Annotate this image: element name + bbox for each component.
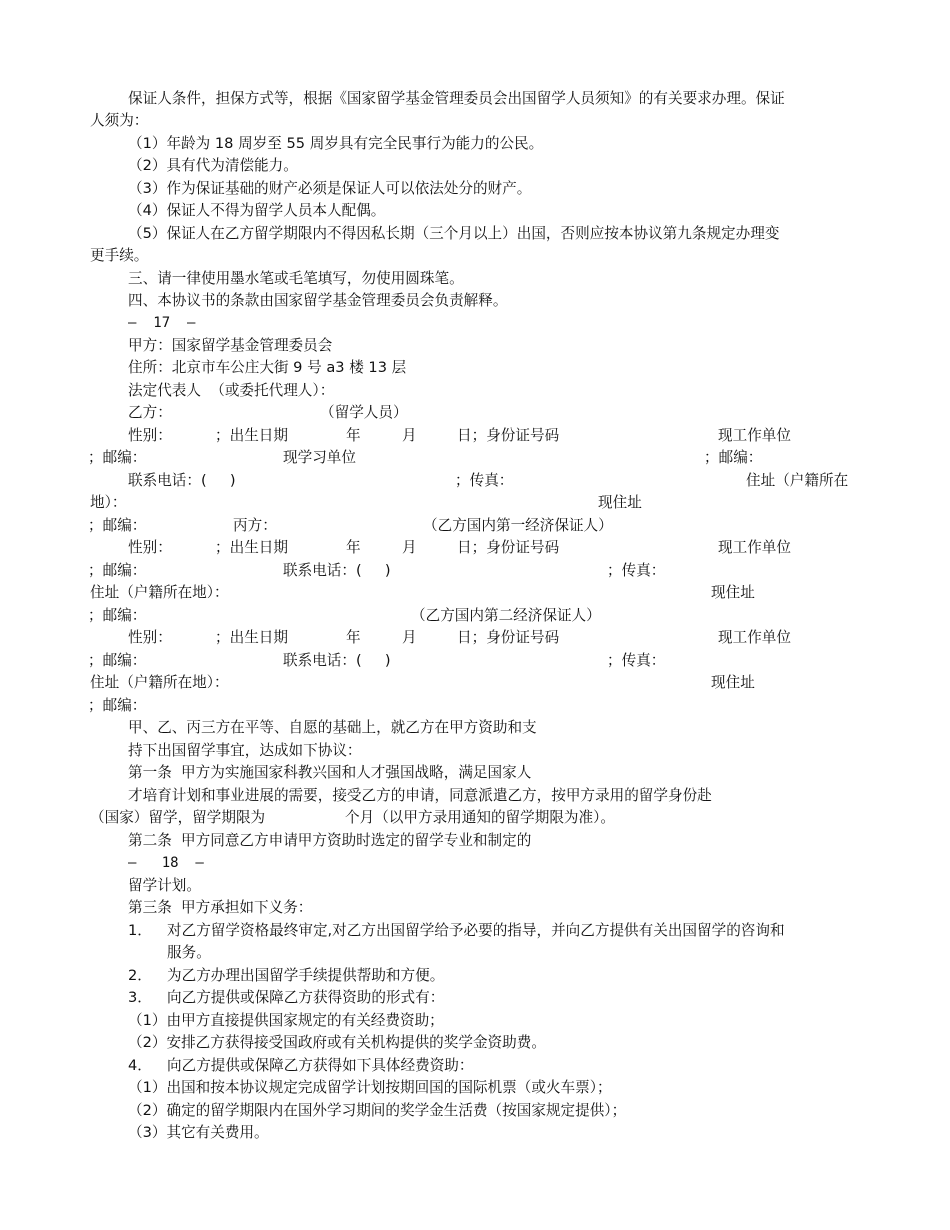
c2-work-unit-label: 现工作单位 [718,629,791,646]
condition-5-line2: 更手续。 [90,247,149,264]
intro-paragraph-line2: 人须为： [90,112,149,129]
b-postcode-label-2: ；邮编： [704,449,763,466]
party-a-name: 甲方：国家留学基金管理委员会 [128,337,333,354]
c1-phone-label: 联系电话：( ) [283,562,391,579]
article-1-line3a: （国家）留学，留学期限为 [90,809,266,826]
c2-postcode-label: ；邮编： [88,652,147,669]
preamble-line2: 持下出国留学事宜，达成如下协议： [128,742,362,759]
c1-day-id-label: 日；身份证号码 [457,539,560,556]
condition-5-line1: （5）保证人在乙方留学期限内不得因私长期（三个月以上）出国，否则应按本协议第九条规定办理变 [128,225,780,242]
b-work-unit-label: 现工作单位 [718,427,791,444]
party-a-address: 住所：北京市车公庄大街 9 号 a3 楼 13 层 [128,359,407,376]
b-year-label: 年 [346,427,361,444]
note-3: 三、请一律使用墨水笔或毛笔填写，勿使用圆珠笔。 [128,270,464,287]
article-1-line1: 第一条 甲方为实施国家科教兴国和人才强国战略，满足国家人 [128,764,532,781]
b-postcode-label-1: ；邮编： [88,449,147,466]
article-2-line1: 第二条 甲方同意乙方申请甲方资助时选定的留学专业和制定的 [128,832,532,849]
c1-dob-label: ；出生日期 [215,539,288,556]
item-4-number: 4． [128,1057,152,1074]
c2-hukou-label: 住址（户籍所在地）： [90,674,229,691]
c2-gender-label: 性别： [128,629,172,646]
condition-2: （2）具有代为清偿能力。 [128,157,298,174]
note-4: 四、本协议书的条款由国家留学基金管理委员会负责解释。 [128,292,508,309]
item-4-text: 向乙方提供或保障乙方获得如下具体经费资助： [167,1057,474,1074]
article-1-line3b: 个月（以甲方录用通知的留学期限为准）。 [345,809,615,826]
condition-1: （1）年龄为 18 周岁至 55 周岁具有完全民事行为能力的公民。 [128,135,544,152]
party-c-label: 丙方： [233,517,277,534]
c2-fax-label: ；传真： [607,652,666,669]
c1-year-label: 年 [346,539,361,556]
c1-gender-label: 性别： [128,539,172,556]
item-4-sub-2: （2）确定的留学期限内在国外学习期间的奖学金生活费（按国家规定提供）； [128,1102,627,1119]
item-4-sub-3: （3）其它有关费用。 [128,1124,269,1141]
b-current-address-label: 现住址 [598,494,642,511]
b-gender-label: 性别： [128,427,172,444]
page-number-17: — 17 — [128,315,196,331]
condition-4: （4）保证人不得为留学人员本人配偶。 [128,202,386,219]
c2-postcode-label-2: ；邮编： [88,697,147,714]
c2-day-id-label: 日；身份证号码 [457,629,560,646]
party-c-role-first: （乙方国内第一经济保证人） [423,517,613,534]
item-4-sub-1: （1）出国和按本协议规定完成留学计划按期回国的国际机票（或火车票）； [128,1079,612,1096]
page-number-18: — 18 — [128,855,204,871]
b-phone-label: 联系电话：( ) [128,472,236,489]
article-3-heading: 第三条 甲方承担如下义务： [128,899,313,916]
b-hukou-label-line1: 住址（户籍所在 [746,472,849,489]
b-study-unit-label: 现学习单位 [283,449,356,466]
preamble-line1: 甲、乙、丙三方在平等、自愿的基础上，就乙方在甲方资助和支 [128,719,537,736]
c1-month-label: 月 [402,539,417,556]
b-dob-label: ；出生日期 [215,427,288,444]
item-1-line2: 服务。 [167,944,211,961]
item-3-sub-2: （2）安排乙方获得接受国政府或有关机构提供的奖学金资助费。 [128,1034,546,1051]
c1-fax-label: ；传真： [607,562,666,579]
b-month-label: 月 [402,427,417,444]
party-b-role: （留学人员） [320,404,408,421]
c1-current-address-label: 现住址 [711,584,755,601]
c1-work-unit-label: 现工作单位 [718,539,791,556]
c2-phone-label: 联系电话：( ) [283,652,391,669]
item-2-text: 为乙方办理出国留学手续提供帮助和方便。 [167,967,445,984]
c2-current-address-label: 现住址 [711,674,755,691]
item-3-number: 3． [128,989,152,1006]
c1-postcode-label: ；邮编： [88,562,147,579]
item-1-line1: 对乙方留学资格最终审定,对乙方出国留学给予必要的指导，并向乙方提供有关出国留学的咨询和 [167,922,785,939]
article-2-line2: 留学计划。 [128,877,201,894]
b-fax-label: ；传真： [455,472,514,489]
c2-month-label: 月 [402,629,417,646]
party-b-label: 乙方： [128,404,172,421]
c2-dob-label: ；出生日期 [215,629,288,646]
b-hukou-label-line2: 地）： [90,494,127,511]
item-3-text: 向乙方提供或保障乙方获得资助的形式有： [167,989,445,1006]
c1-hukou-label: 住址（户籍所在地）： [90,584,229,601]
intro-paragraph-line1: 保证人条件，担保方式等，根据《国家留学基金管理委员会出国留学人员须知》的有关要求办理。保证 [128,90,785,107]
c2-year-label: 年 [346,629,361,646]
item-2-number: 2． [128,967,152,984]
item-3-sub-1: （1）由甲方直接提供国家规定的有关经费资助； [128,1012,444,1029]
party-c-role-second: （乙方国内第二经济保证人） [411,607,601,624]
b-day-id-label: 日；身份证号码 [457,427,560,444]
article-1-line2: 才培育计划和事业进展的需要，接受乙方的申请，同意派遣乙方，按甲方录用的留学身份赴 [128,787,712,804]
b-postcode-label-3: ；邮编： [88,517,147,534]
condition-3: （3）作为保证基础的财产必须是保证人可以依法处分的财产。 [128,180,532,197]
item-1-number: 1． [128,922,152,939]
party-a-representative: 法定代表人 （或委托代理人）： [128,382,335,399]
c1-postcode-label-2: ；邮编： [88,607,147,624]
